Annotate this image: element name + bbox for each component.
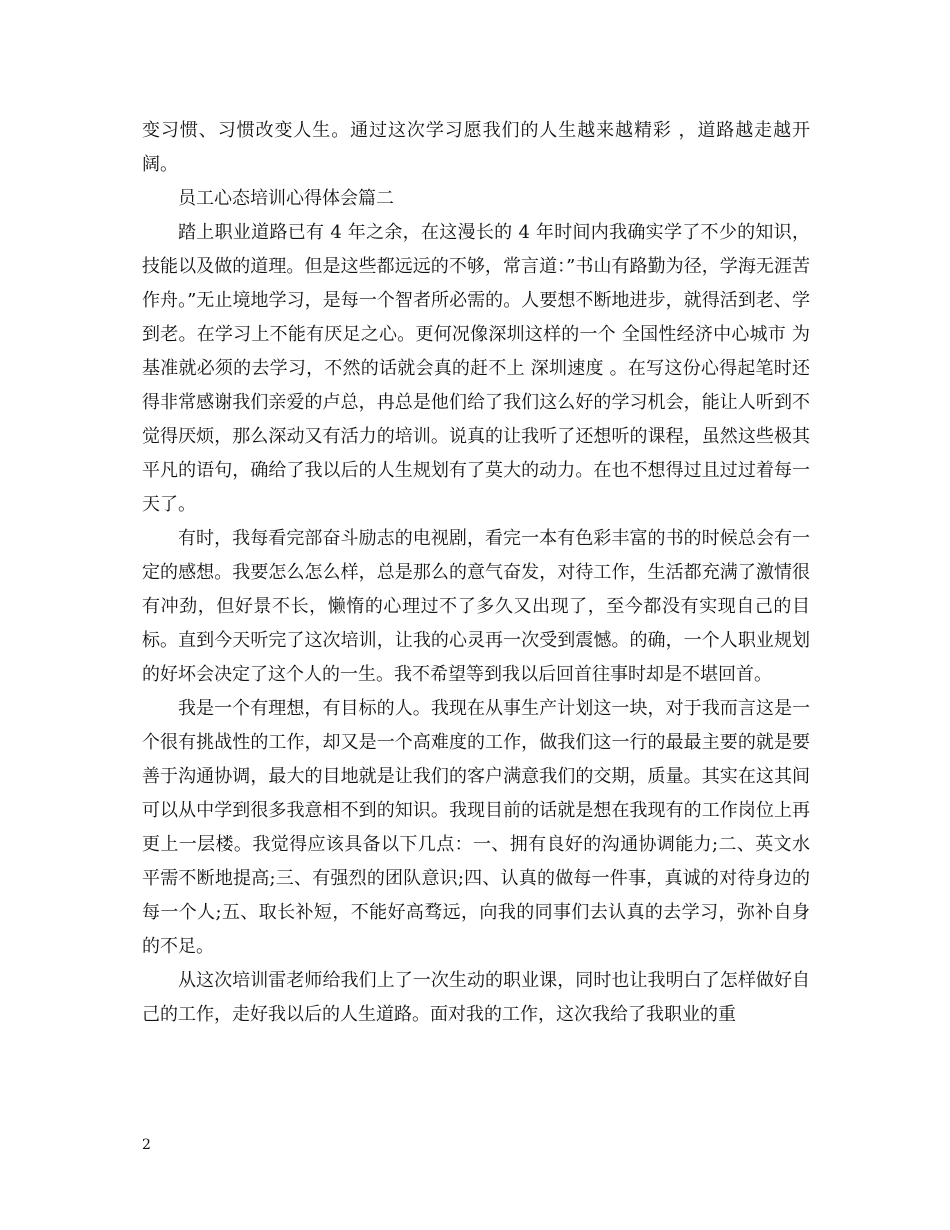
paragraph: 踏上职业道路已有 4 年之余，在这漫长的 4 年时间内我确实学了不少的知识，技能以及做的道理。但是这些都远远的不够，常言道：”书山有路勤为径，学海无涯苦作舟。”无止境地学习，是每一个智者所必需的。人要想不断地进步，就得活到老、学到老。在学习上不能有厌足之心。更何况像深圳这样的一个 全国性经济中心城市 为基准就必须的去学习，不然的话就会真的赶不上 深圳速度 。在写这份心得起笔时还得非常感谢我们亲爱的卢总，冉总是他们给了我们这么好的学习机会，能让人听到不觉得厌烦，那么深动又有活力的培训。说真的让我听了还想听的课程，虽然这些极其平凡的语句，确给了我以后的人生规划有了莫大的动力。在也不想得过且过过着每一天了。	[142, 222, 810, 515]
section-heading: 员工心态培训心得体会篇二	[178, 188, 394, 209]
page-number: 2	[142, 1137, 151, 1153]
paragraph: 有时，我每看完部奋斗励志的电视剧，看完一本有色彩丰富的书的时候总会有一定的感想。我要怎么怎么样，总是那么的意气奋发，对待工作，生活都充满了激情很有冲劲，但好景不长，懒惰的心理过不了多久又出现了，至今都没有实现自己的目标。直到今天听完了这次培训，让我的心灵再一次受到震憾。的确，一个人职业规划的好坏会决定了这个人的一生。我不希望等到我以后回首往事时却是不堪回首。	[142, 528, 810, 685]
paragraph: 从这次培训雷老师给我们上了一次生动的职业课，同时也让我明白了怎样做好自己的工作，走好我以后的人生道路。面对我的工作，这次我给了我职业的重	[142, 970, 810, 1025]
document-body	[142, 114, 810, 1032]
paragraph: 我是一个有理想，有目标的人。我现在从事生产计划这一块，对于我而言这是一个很有挑战性的工作，却又是一个高难度的工作，做我们这一行的最最主要的就是要善于沟通协调，最大的目地就是让我们的客户满意我们的交期，质量。其实在这其间可以从中学到很多我意相不到的知识。我现目前的话就是想在我现有的工作岗位上再更上一层楼。我觉得应该具备以下几点：一、拥有良好的沟通协调能力;二、英文水平需不断地提高;三、有强烈的团队意识;四、认真的做每一件事，真诚的对待身边的每一个人;五、取长补短，不能好高骛远，向我的同事们去认真的去学习，弥补自身的不足。	[142, 698, 810, 957]
paragraph-continuation: 变习惯、习惯改变人生。通过这次学习愿我们的人生越来越精彩 ，道路越走越开阔。	[142, 120, 810, 175]
